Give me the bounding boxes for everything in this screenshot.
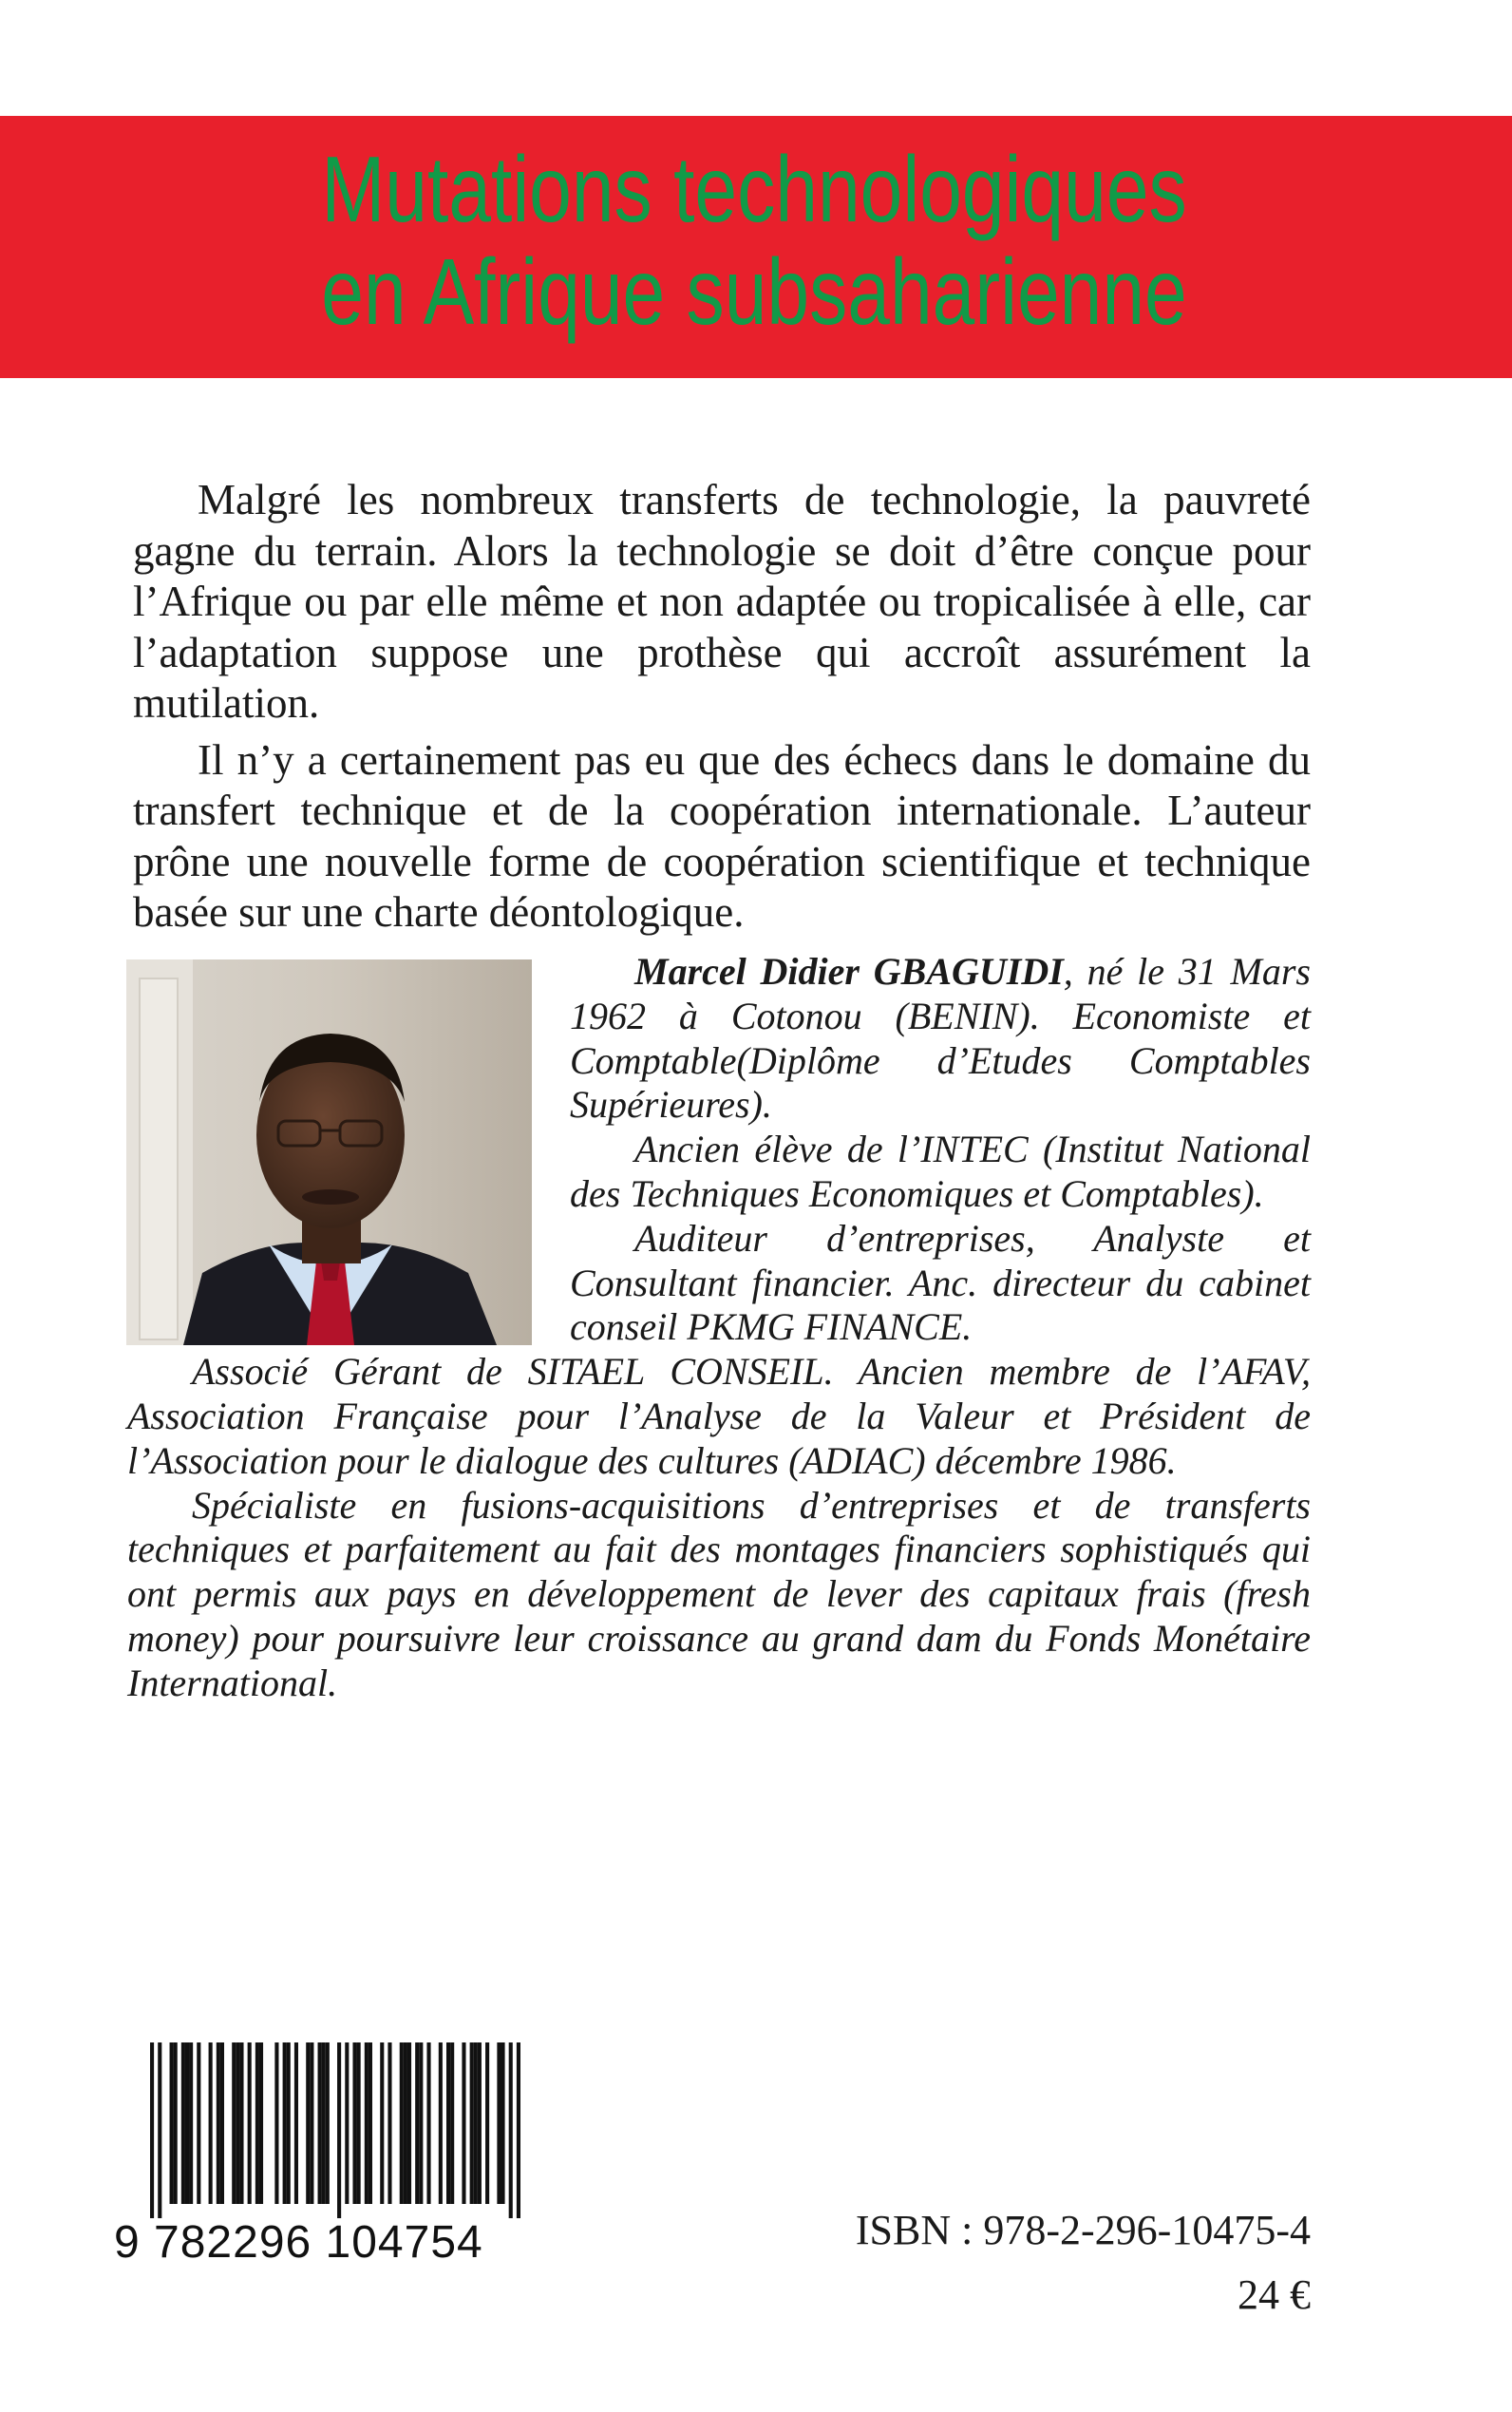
barcode-bar (517, 2042, 520, 2218)
barcode-bar (174, 2042, 178, 2204)
back-cover-blurb (133, 475, 1311, 944)
barcode-bar (181, 2042, 185, 2204)
barcode-bar (380, 2042, 384, 2204)
bio-paragraph-1-text: , né le 31 Mars 1962 à Cotonou (BENIN). Economiste et Comptable(Diplôme d’Etudes Comptables Supérieures). (570, 950, 1311, 1127)
barcode-bar (209, 2042, 213, 2204)
blurb-paragraph-1: Malgré les nombreux transferts de technologie, la pauvreté gagne du terrain. Alors la technologie se doit d’être conçue pour l’Afrique ou par elle même et non adaptée ou tropicalisée à elle, car l’adaptation suppose une prothèse qui accroît assurément la mutilation. (133, 476, 1311, 727)
barcode-bar (255, 2042, 259, 2204)
barcode-bar (400, 2042, 404, 2204)
barcode-bar (236, 2042, 239, 2204)
bio-paragraph-2: Ancien élève de l’INTEC (Institut National des Techniques Economiques et Comptables). (570, 1128, 1311, 1215)
barcode-bar (294, 2042, 298, 2204)
barcode-bar (478, 2042, 482, 2204)
barcode-bar (357, 2042, 361, 2204)
isbn: ISBN : 978-2-296-10475-4 (855, 2207, 1311, 2253)
barcode-bar (197, 2042, 200, 2204)
barcode-bar (287, 2042, 291, 2204)
barcode-bar (158, 2042, 161, 2218)
barcode-bar (387, 2042, 391, 2204)
author-bio (127, 950, 1311, 1706)
barcode-bars (150, 2042, 520, 2218)
book-title-line-1: Mutations technologiques (321, 137, 1187, 241)
portrait-spacer (127, 950, 570, 1349)
barcode-bar (310, 2042, 313, 2204)
author-name: Marcel Didier GBAGUIDI (634, 950, 1064, 993)
barcode-bar (283, 2042, 287, 2204)
barcode-bar (485, 2042, 489, 2204)
barcode-bar (259, 2042, 263, 2204)
barcode-bar (185, 2042, 189, 2204)
barcode-bar (150, 2042, 154, 2218)
barcode-bar (322, 2042, 326, 2204)
barcode-bar (446, 2042, 450, 2204)
barcode-bar (450, 2042, 454, 2204)
barcode-bar (345, 2042, 349, 2204)
bio-paragraph-5: Spécialiste en fusions-acquisitions d’entreprises et de transferts techniques et parfaitement au fait des montages financiers sophistiqués qui ont permis aux pays en développement de lever des capitaux frais (fresh money) pour poursuivre leur croissance au grand dam du Fonds Monétaire International. (127, 1483, 1311, 1704)
barcode-bar (326, 2042, 330, 2204)
price: 24 € (1238, 2271, 1311, 2318)
barcode-bar (474, 2042, 478, 2204)
barcode-bar (404, 2042, 407, 2204)
barcode-bar (337, 2042, 341, 2218)
barcode-bar (365, 2042, 369, 2204)
barcode-bar (419, 2042, 423, 2204)
barcode-bar (426, 2042, 430, 2204)
barcode-bar (501, 2042, 504, 2204)
barcode-bar (239, 2042, 243, 2204)
barcode-bar (306, 2042, 310, 2204)
barcode-bar (274, 2042, 278, 2204)
barcode-bar (232, 2042, 236, 2204)
barcode-bar (189, 2042, 193, 2204)
barcode-bar (415, 2042, 419, 2204)
barcode-bar (439, 2042, 443, 2204)
barcode-bar (497, 2042, 501, 2204)
bio-paragraph-3: Auditeur d’entreprises, Analyste et Consultant financier. Anc. directeur du cabinet conseil PKMG FINANCE. (570, 1216, 1311, 1349)
bio-paragraph-4: Associé Gérant de SITAEL CONSEIL. Ancien membre de l’AFAV, Association Française pour l’Analyse de la Valeur et Président de l’Association pour le dialogue des cultures (ADIAC) décembre 1986. (127, 1350, 1311, 1482)
barcode-bar (470, 2042, 474, 2204)
barcode-bar (217, 2042, 220, 2204)
barcode-bar (318, 2042, 322, 2204)
barcode-bar (352, 2042, 356, 2204)
barcode-bar (407, 2042, 411, 2204)
blurb-paragraph-2: Il n’y a certainement pas eu que des échecs dans le domaine du transfert technique et de la coopération internationale. L’auteur prône une nouvelle forme de coopération scientifique et technique basée sur une charte déontologique. (133, 735, 1311, 936)
barcode-bar (369, 2042, 372, 2204)
barcode-bar (462, 2042, 465, 2204)
barcode-bar (509, 2042, 513, 2218)
barcode-digits: 9 782296 104754 (114, 2217, 483, 2268)
barcode-bar (170, 2042, 174, 2204)
barcode-bar (220, 2042, 224, 2204)
barcode-bar (248, 2042, 252, 2204)
book-title-line-2: en Afrique subsaharienne (321, 239, 1187, 344)
